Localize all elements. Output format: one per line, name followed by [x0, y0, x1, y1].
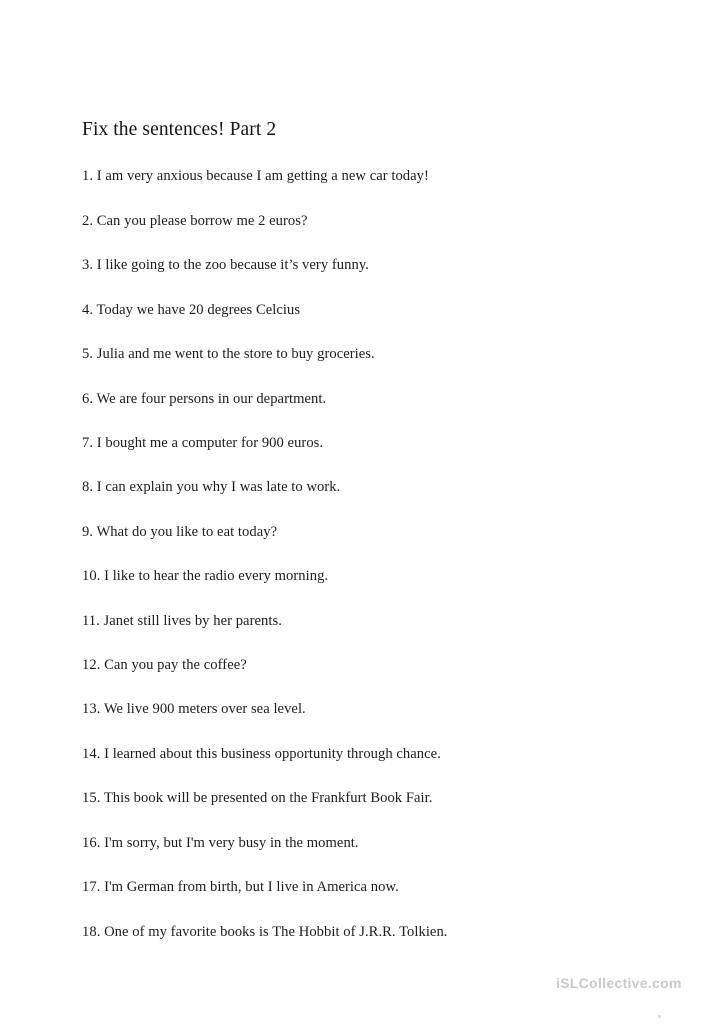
list-item: 1. I am very anxious because I am getting a new car today!	[82, 168, 429, 185]
list-item: 10. I like to hear the radio every morning.	[82, 568, 329, 585]
list-item: 5. Julia and me went to the store to buy groceries.	[82, 346, 375, 363]
list-item: 12. Can you pay the coffee?	[82, 657, 247, 674]
list-item: 2. Can you please borrow me 2 euros?	[82, 212, 308, 229]
list-item: 3. I like going to the zoo because it’s very funny.	[82, 257, 369, 274]
worksheet-body	[82, 118, 642, 941]
list-item: 4. Today we have 20 degrees Celcius	[82, 301, 301, 318]
list-item: 18. One of my favorite books is The Hobbit of J.R.R. Tolkien.	[82, 923, 448, 940]
list-item: 13. We live 900 meters over sea level.	[82, 701, 306, 718]
list-item: 16. I'm sorry, but I'm very busy in the moment.	[82, 834, 359, 851]
list-item: 11. Janet still lives by her parents.	[82, 612, 282, 629]
list-item: 9. What do you like to eat today?	[82, 523, 278, 540]
sentence-list	[82, 167, 642, 940]
page-title: Fix the sentences! Part 2	[82, 119, 277, 140]
list-item: 6. We are four persons in our department.	[82, 390, 327, 407]
list-item: 7. I bought me a computer for 900 euros.	[82, 434, 324, 451]
corner-artifact-dot	[658, 1015, 661, 1018]
list-item: 17. I'm German from birth, but I live in America now.	[82, 879, 399, 896]
list-item: 15. This book will be presented on the Frankfurt Book Fair.	[82, 790, 433, 807]
list-item: 14. I learned about this business opportunity through chance.	[82, 745, 441, 762]
watermark-islcollective: iSLCollective.com	[556, 975, 682, 991]
list-item: 8. I can explain you why I was late to work.	[82, 479, 341, 496]
